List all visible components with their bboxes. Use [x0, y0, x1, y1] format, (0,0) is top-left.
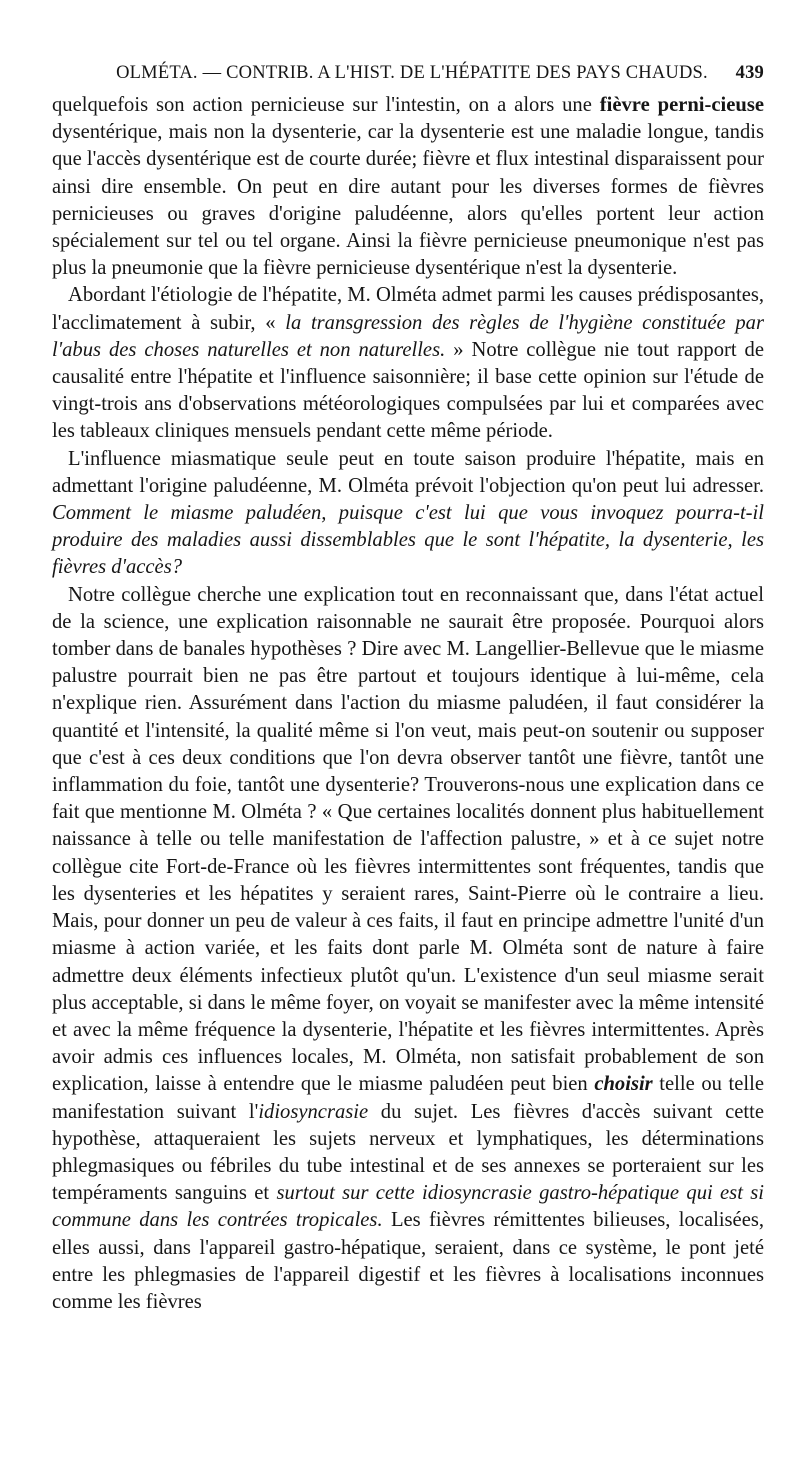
text-run: Notre collègue cherche une explication tout en reconnaissant que, dans l'état actuel de la science, une explication raisonnable ne saurait être proposée. Pourquoi alors tomber dans de banales hypothèses ? Dire avec M. Langellier-Bellevue que le miasme palustre pourrait bien ne pas être partout et toujours identique à lui-même, cela n'explique rien. Assurément dans l'action du miasme paludéen, il faut considérer la quantité et l'intensité, la qualité même si l'on veut, mais peut-on soutenir ou supposer que c'est à ces deux conditions que l'on devra observer tantôt une fièvre, tantôt une inflammation du foie, tantôt une dysenterie? Trouverons-nous une explication dans ce fait que mentionne M. Olméta ? « Que certaines localités donnent plus habituellement naissance à telle ou telle manifestation de l'affection palustre, » et à ce sujet notre collègue cite Fort-de-France où les fièvres intermittentes sont fréquentes, tandis que les dysenteries et les hépatites y seraient rares, Saint-Pierre où le contraire a lieu. Mais, pour donner un peu de valeur à ces faits, il faut en principe admettre l'unité d'un miasme à action variée, et les faits dont parle M. Olméta sont de nature à faire admettre deux éléments infectieux plutôt qu'un. L'existence d'un seul miasme serait plus acceptable, si dans le même foyer, on voyait se manifester avec la même intensité et avec la même fréquence la dysenterie, l'hépatite et les fièvres intermittentes. Après avoir admis ces influences locales, M. Olméta, non satisfait probablement de son explication, laisse à entendre que le miasme paludéen peut bien	[52, 583, 764, 1096]
text-run: L'influence miasmatique seule peut en toute saison produire l'hépatite, mais en admettant l'origine paludéenne, M. Olméta prévoit l'objection qu'on peut lui adresser.	[52, 447, 764, 497]
text-run: telle ou telle manifestation suivant l'	[52, 1073, 764, 1123]
running-head	[60, 58, 764, 88]
paragraph-4	[52, 582, 764, 1316]
italic-run: la transgression des règles de l'hygiène constituée par l'abus des choses naturelles et non naturelles.	[52, 311, 764, 361]
italic-run: Comment le miasme paludéen, puisque c'est lui que vous invoquez pourra-t-il produire des maladies aussi dissemblables que le sont l'hépatite, la dysenterie, les fièvres d'accès?	[52, 502, 764, 579]
bold-italic-run: choisir	[594, 1073, 653, 1096]
paragraph-2	[52, 282, 764, 445]
italic-run: idiosyncrasie	[258, 1100, 369, 1123]
running-title: OLMÉTA. — CONTRIB. A L'HIST. DE L'HÉPATITE DES PAYS CHAUDS.	[116, 63, 708, 83]
text-run: du sujet. Les fièvres d'accès suivant cette hypothèse, attaqueraient les sujets nerveux et lymphatiques, les déterminations phlegmasiques ou fébriles du tube intestinal et de ses annexes se porteraient sur les tempéraments sanguins et	[52, 1100, 764, 1205]
text-run: quelquefois son action pernicieuse sur l'intestin, on a alors une	[52, 94, 600, 116]
bold-run: fièvre perni-cieuse	[599, 94, 764, 116]
paragraph-3	[52, 446, 764, 582]
text-run: » Notre collègue nie tout rapport de causalité entre l'hépatite et l'influence saisonnière; il base cette opinion sur l'étude de vingt-trois ans d'observations météorologiques compulsées par lui et comparées avec les tableaux cliniques mensuels pendant cette même période.	[52, 338, 764, 443]
page-number: 439	[735, 63, 764, 83]
text-run: dysentérique, mais non la dysenterie, car la dysenterie est une maladie longue, tandis que l'accès dysentérique est de courte durée; fièvre et flux intestinal disparaissent pour ainsi dire ensemble. On peut en dire autant pour les diverses formes de fièvres pernicieuses ou graves d'origine paludéenne, alors qu'elles portent leur action spécialement sur tel ou tel organe. Ainsi la fièvre pernicieuse pneumonique n'est pas plus la pneumonie que la fièvre pernicieuse dysentérique n'est la dysenterie.	[52, 121, 764, 280]
body-text	[52, 92, 764, 1316]
text-run: Abordant l'étiologie de l'hépatite, M. Olméta admet parmi les causes prédisposantes, l'acclimatement à subir, «	[52, 284, 764, 334]
paragraph-1	[52, 92, 764, 282]
text-run: Les fièvres rémittentes bilieuses, localisées, elles aussi, dans l'appareil gastro-hépatique, seraient, dans ce système, le pont jeté entre les phlegmasies de l'appareil digestif et les fièvres à localisations inconnues comme les fièvres	[52, 1209, 764, 1313]
italic-run: surtout sur cette idiosyncrasie gastro-hépatique qui est si commune dans les contrées tropicales.	[52, 1182, 764, 1232]
